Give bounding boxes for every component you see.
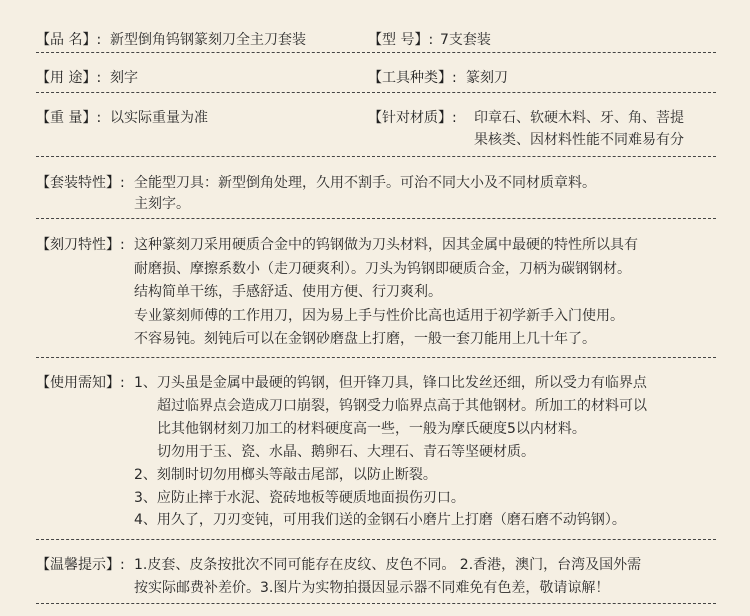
divider <box>36 92 716 93</box>
tool-type-value: 篆刻刀 <box>466 70 508 86</box>
knife-features-label: 【刻刀特性】: <box>36 237 125 253</box>
set-features-line: 全能型刀具：新型倒角处理，久用不割手。可治不同大小及不同材质章料。 <box>134 175 596 191</box>
usage-notes-label: 【使用需知】: <box>36 375 125 391</box>
divider <box>36 603 716 604</box>
materials-label: 【针对材质】: <box>368 110 457 126</box>
knife-features-line: 耐磨损、摩擦系数小（走刀硬爽利）。刀头为钨钢即硬质合金，刀柄为碳钢钢材。 <box>134 261 631 277</box>
tips-line: 按实际邮费补差价。3.图片为实物拍摄因显示器不同难免有色差，敬请谅解！ <box>134 580 610 596</box>
usage-notes-line: 4、用久了，刀刃变钝，可用我们送的金钢石小磨片上打磨（磨石磨不动钨钢）。 <box>134 512 626 528</box>
divider <box>36 52 716 53</box>
divider <box>36 218 716 219</box>
usage-notes-line: 比其他钢材刻刀加工的材料硬度高一些，一般为摩氏硬度5以内材料。 <box>157 421 586 437</box>
knife-features-line: 不容易钝。刻钝后可以在金钢砂磨盘上打磨，一般一套刀能用上几十年了。 <box>134 331 596 347</box>
use-value: 刻字 <box>110 70 138 86</box>
name-label: 【品 名】: <box>36 32 102 48</box>
tips-label: 【温馨提示】: <box>36 557 125 573</box>
model-value: 7支套装 <box>440 32 491 48</box>
knife-features-line: 专业篆刻师傅的工作用刀，因为易上手与性价比高也适用于初学新手入门使用。 <box>134 308 624 324</box>
knife-features-line: 这种篆刻刀采用硬质合金中的钨钢做为刀头材料，因其金属中最硬的特性所以具有 <box>134 237 638 253</box>
set-features-line: 主刻字。 <box>134 196 190 212</box>
model-label: 【型 号】: <box>368 32 434 48</box>
divider <box>36 156 716 157</box>
usage-notes-line: 2、刻制时切勿用榔头等敲击尾部，以防止断裂。 <box>134 467 437 483</box>
set-features-label: 【套装特性】: <box>36 175 125 191</box>
materials-line: 印章石、软硬木料、牙、角、菩提 <box>474 110 684 126</box>
usage-notes-line: 切勿用于玉、瓷、水晶、鹅卵石、大理石、青石等坚硬材质。 <box>157 444 535 460</box>
divider <box>36 539 716 540</box>
usage-notes-line: 1、刀头虽是金属中最硬的钨钢，但开锋刀具，锋口比发丝还细，所以受力有临界点 <box>134 375 647 391</box>
usage-notes-line: 3、应防止摔于水泥、瓷砖地板等硬质地面损伤刃口。 <box>134 490 465 506</box>
divider <box>36 357 716 358</box>
weight-label: 【重 量】: <box>36 110 102 126</box>
tool-type-label: 【工具种类】: <box>368 70 457 86</box>
tips-line: 1.皮套、皮条按批次不同可能存在皮纹、皮色不同。 2.香港，澳门，台湾及国外需 <box>134 557 642 573</box>
use-label: 【用 途】: <box>36 70 102 86</box>
knife-features-line: 结构简单干练，手感舒适、使用方便、行刀爽利。 <box>134 284 442 300</box>
materials-line: 果核类、因材料性能不同难易有分 <box>474 132 684 148</box>
name-value: 新型倒角钨钢篆刻刀全主刀套装 <box>110 32 306 48</box>
weight-value: 以实际重量为准 <box>110 110 208 126</box>
usage-notes-line: 超过临界点会造成刀口崩裂，钨钢受力临界点高于其他钢材。所加工的材料可以 <box>157 398 647 414</box>
